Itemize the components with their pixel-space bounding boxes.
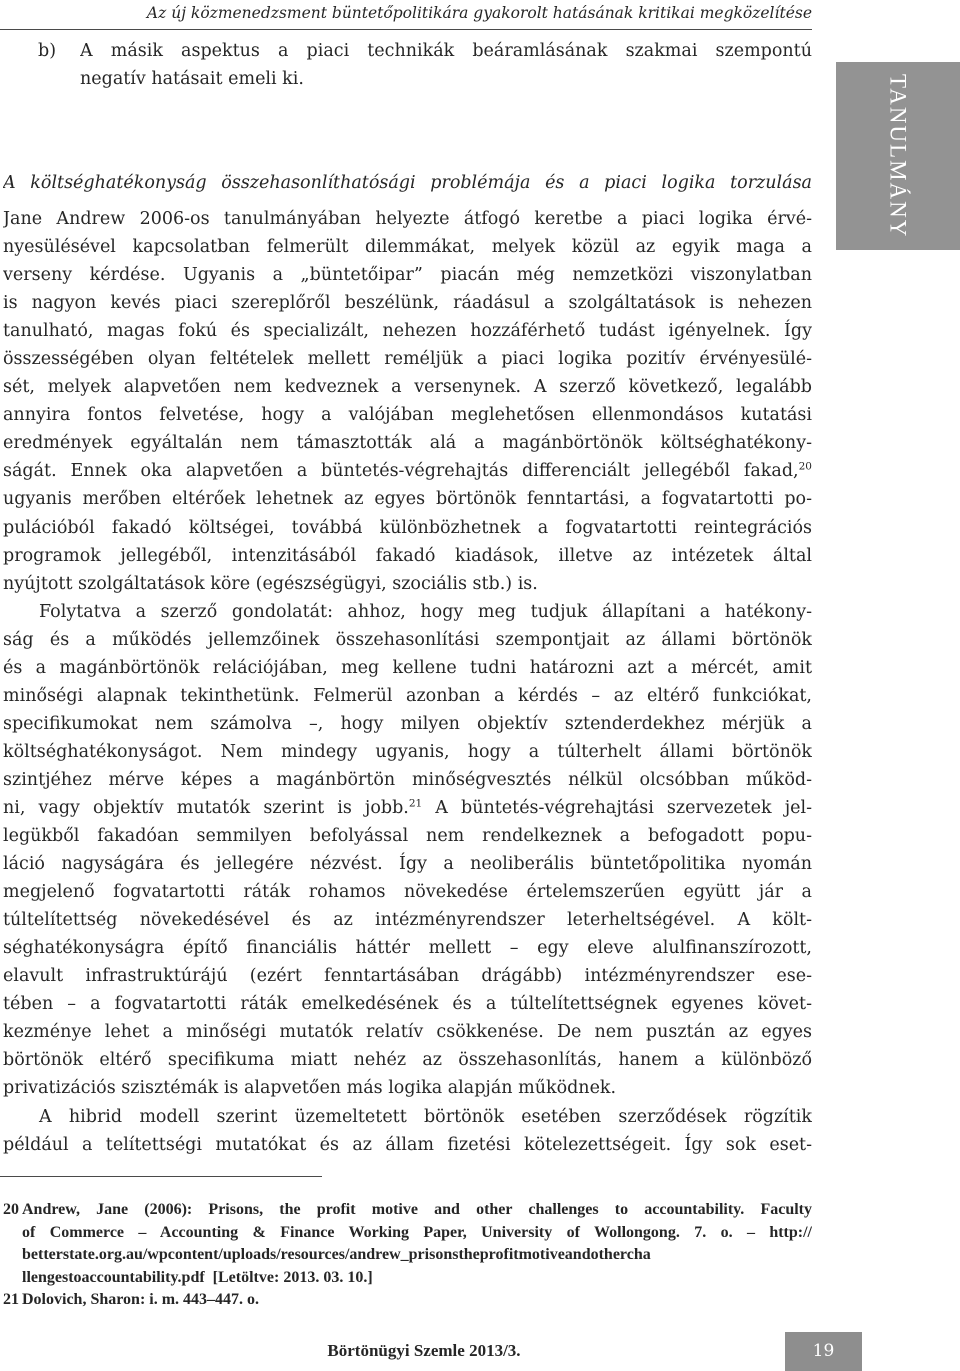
body-text-line: kezménye lehet a minőségi mutatók relatív csökkenése. De nem pusztán az egyes [3, 1022, 812, 1043]
footnote-number: 21 [3, 1291, 19, 1309]
page-number-box [785, 1332, 862, 1371]
text-run: ságát. Ennek oka alapvetően a büntetés-végrehajtás differenciált jellegéből fakad, [3, 461, 799, 482]
body-text-line [3, 457, 812, 485]
list-item [0, 37, 812, 93]
list-item-line: negatív hatásait emeli ki. [80, 69, 304, 89]
text-run: ni, vagy objektív mutatók szerint is jobb. [3, 797, 409, 818]
body-text-line: szintjéhez mérve képes a magánbörtön minőségvesztés nélkül olcsóbban működ- [3, 769, 812, 790]
section-type-label: TANULMÁNY [885, 73, 911, 239]
running-header [0, 0, 812, 30]
body-text-line: tében – a fogvatartotti ráták emelkedésének és a túltelítettségnek egyenes követ- [3, 994, 812, 1015]
footnote-line: llengestoaccountability.pdf [Letöltve: 2013. 03. 10.] [22, 1268, 373, 1286]
body-text-line: specifikumokat nem számolva –, hogy milyen objektív sztenderdekhez mérjük a [3, 713, 812, 734]
footnote-line: Dolovich, Sharon: i. m. 443–447. o. [22, 1291, 260, 1309]
body-paragraph [3, 598, 812, 1103]
body-text-line: verseny kérdése. Ugyanis a „büntetőipar” piacán még nemzetközi viszonylatban [3, 265, 812, 286]
body-text-line: elavult infrastruktúrájú (ezért fenntartásában drágább) intézményrendszer ese- [3, 966, 812, 987]
section-heading: A költséghatékonyság összehasonlíthatósági problémája és a piaci logika torzulása [3, 173, 812, 193]
body-text-line: programok jellegéből, intenzitásából fakadó kiadások, illetve az intézetek által [3, 545, 812, 566]
body-text-line: nyújtott szolgáltatások köre (egészségügyi, szociális stb.) is. [3, 573, 538, 594]
body-text-line: Folytatva a szerző gondolatát: ahhoz, hogy meg tudjuk állapítani a hatékony- [39, 601, 812, 622]
footnotes [3, 1199, 812, 1312]
body-text-line: ság és a működés jellemzőinek összehasonlítási szempontjait az állami börtönök [3, 629, 812, 650]
article-body [3, 205, 812, 1159]
footnote-reference: 21 [408, 797, 423, 810]
body-text-line: pulációból fakadó költségei, továbbá különbözhetnek a fogvatartotti reintegrációs [3, 517, 812, 538]
body-text-line: séghatékonyságra építő financiális háttér mellett – egy eleve alulfinanszírozott, [3, 938, 812, 959]
footnote-number: 20 [3, 1201, 19, 1218]
footnote-separator [0, 1176, 322, 1177]
footnote [3, 1199, 812, 1289]
body-text-line: összességében olyan feltételek mellett reméljük a piaci logika pozitív érvényesülé- [3, 349, 812, 370]
section-type-tab [836, 62, 960, 250]
list-marker: b) [38, 41, 57, 61]
body-text-line: megjelenő fogvatartotti ráták rohamos növekedése értelemszerűen együtt jár a [3, 882, 812, 903]
body-text-line: nyesülésével kapcsolatban felmerült dilemmákat, melyek közül az egyik maga a [3, 237, 812, 258]
running-header-text: Az új közmenedzsment büntetőpolitikára gyakorolt hatásának kritikai megközelítése [146, 4, 812, 22]
list-item-line: A másik aspektus a piaci technikák beáramlásának szakmai szempontú [80, 41, 812, 61]
body-text-line: annyira fontos felvetése, hogy a valójában meglehetősen ellenmondásos kutatási [3, 405, 812, 426]
body-text-line: költséghatékonyságot. Nem mindegy ugyanis, hogy a túlterhelt állami börtönök [3, 741, 812, 762]
body-text-line: minőségi alapnak tekinthetünk. Felmerül azonban a kérdés – az eltérő funkciókat, [3, 685, 812, 706]
body-text-line: túltelítettség növekedésével és az intézményrendszer leterheltségével. A költ- [3, 910, 812, 931]
body-text-line: legükből fakadóan semmilyen befolyással nem rendelkeznek a befogadott popu- [3, 826, 812, 847]
body-text-line: eredmények egyáltalán nem támasztották alá a magánbörtönök költséghatékony- [3, 433, 812, 454]
body-text-line: sét, melyek alapvetően nem kedveznek a versenynek. A szerző következő, legalább [3, 377, 812, 398]
footnote-line: betterstate.org.au/wpcontent/uploads/resources/andrew_prisonstheprofitmotiveandothercha [22, 1246, 651, 1264]
footnote-line: of Commerce – Accounting & Finance Working Paper, University of Wollongong. 7. o. – http:// [22, 1223, 812, 1241]
body-paragraph [3, 205, 812, 598]
journal-title: Börtönügyi Szemle 2013/3. [327, 1341, 521, 1360]
page-number: 19 [812, 1341, 835, 1361]
text-run: A büntetés-végrehajtási szervezetek jel- [422, 797, 812, 818]
footnote [3, 1289, 812, 1312]
body-text-line: A hibrid modell szerint üzemeltetett börtönök esetében szerződések rögzítik [39, 1106, 812, 1127]
footnote-line: Andrew, Jane (2006): Prisons, the profit motive and other challenges to accountability. Faculty [22, 1201, 812, 1218]
body-text-line: ugyanis merőben eltérőek lehetnek az egyes börtönök fenntartási, a fogvatartotti po- [3, 489, 812, 510]
body-text-line: és a magánbörtönök relációjában, meg kellene tudni határozni azt a mércét, amit [3, 657, 812, 678]
body-text-line: Jane Andrew 2006-os tanulmányában helyezte átfogó keretbe a piaci logika érvé- [3, 209, 812, 229]
body-text-line: láció nagyságára és jellegére nézvést. Így a neoliberális büntetőpolitika nyomán [3, 854, 812, 875]
body-text-line: tanulható, magas fokú és specializált, nehezen hozzáférhető tudást igényelnek. Így [3, 321, 812, 342]
body-text-line: privatizációs szisztémák is alapvetően más logika alapján működnek. [3, 1078, 617, 1099]
body-text-line: börtönök eltérő specifikuma miatt nehéz az összehasonlítás, hanem a különböző [3, 1050, 812, 1071]
list-item-text [80, 37, 812, 93]
body-paragraph [3, 1103, 812, 1159]
footnote-reference: 20 [798, 461, 812, 474]
body-text-line: is nagyon kevés piaci szereplőről beszélünk, ráadásul a szolgáltatások is nehezen [3, 293, 812, 314]
body-text-line [3, 794, 812, 822]
body-text-line: például a telítettségi mutatókat és az állam fizetési kötelezettségeit. Így sok eset- [3, 1134, 812, 1155]
